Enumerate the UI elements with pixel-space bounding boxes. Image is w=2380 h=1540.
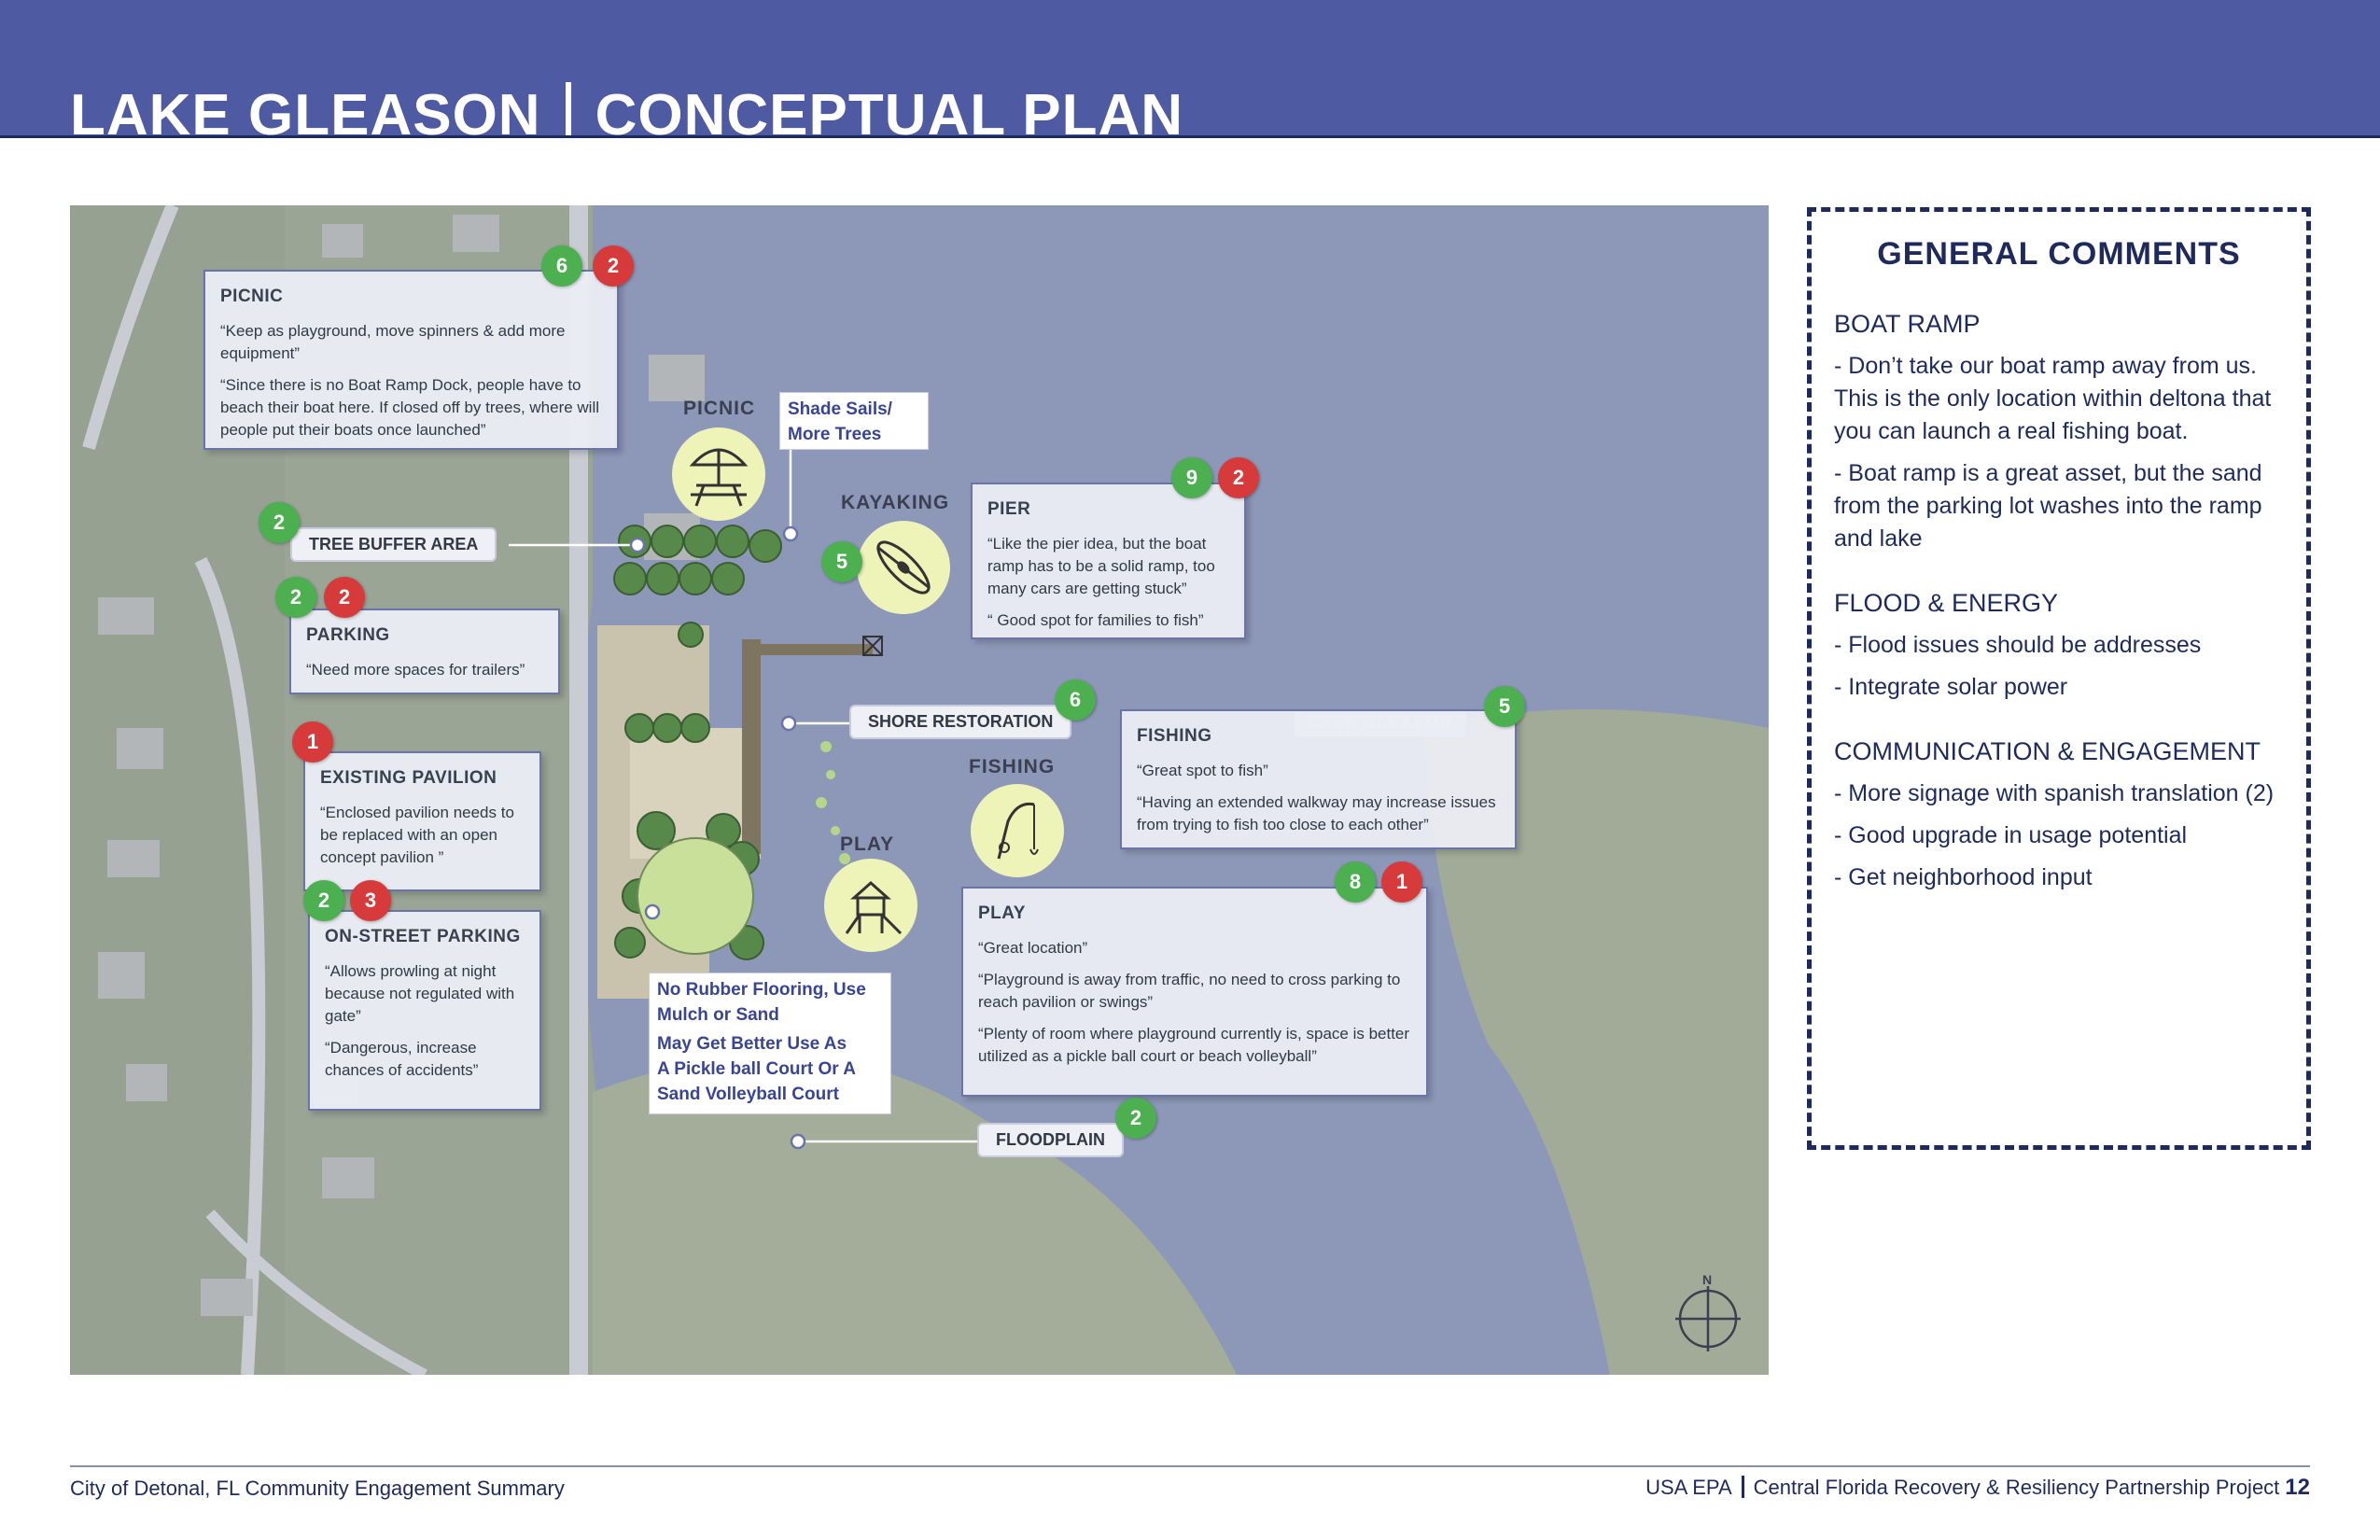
callout-quote: “Great location”: [978, 939, 1088, 957]
amenity-label-play: PLAY: [840, 833, 895, 855]
positive-count-badge: 6: [1055, 679, 1096, 721]
callout-title: PLAY: [978, 903, 1026, 923]
negative-count-badge: 2: [324, 577, 365, 618]
positive-count-badge: 2: [275, 577, 316, 618]
positive-count-badge: 5: [1484, 686, 1525, 727]
label-shore-restoration: SHORE RESTORATION: [849, 705, 1071, 739]
picnic-table-icon: [672, 427, 765, 521]
callout-quote: “ Good spot for families to fish”: [987, 611, 1204, 629]
fishing-rod-icon: [971, 784, 1064, 877]
compass-label: N: [1702, 1272, 1713, 1287]
amenity-fishing: [971, 784, 1064, 877]
note-line: No Rubber Flooring, Use: [657, 980, 866, 1000]
page-number: 12: [2285, 1475, 2310, 1500]
comment-item: - Don’t take our boat ramp away from us. This is the only location within deltona that you can launch a real fishing boat.: [1834, 353, 2272, 444]
positive-count-badge: 6: [541, 245, 582, 287]
note-play-surface: [649, 973, 891, 1114]
callout-quote: “Keep as playground, move spinners & add more equipment”: [220, 322, 566, 362]
label-floodplain: FLOODPLAIN: [977, 1123, 1124, 1157]
amenity-label-kayaking: KAYAKING: [841, 492, 950, 513]
positive-count-badge: 2: [1115, 1098, 1156, 1139]
title-separator: [566, 82, 571, 138]
callout-quote: “Since there is no Boat Ramp Dock, people have to beach their boat here. If closed off by trees, where will people put their boats once launched”: [220, 376, 600, 439]
callout-quote: “Great spot to fish”: [1137, 762, 1268, 779]
positive-count-badge: 2: [259, 502, 300, 543]
label-tree-buffer: TREE BUFFER AREA: [290, 527, 497, 562]
amenity-play: [824, 859, 917, 952]
positive-count-badge: 9: [1171, 457, 1212, 498]
note-line: More Trees: [788, 425, 882, 444]
comment-section-flood-energy: [1834, 589, 2284, 704]
callout-title: PIER: [987, 499, 1031, 519]
note-line: Shade Sails/: [788, 399, 892, 419]
amenity-picnic: [672, 427, 765, 521]
positive-count-badge: 8: [1335, 861, 1376, 903]
comment-item: - Boat ramp is a great asset, but the sand from the parking lot washes into the ramp and lake: [1834, 460, 2262, 552]
amenity-label-fishing: FISHING: [969, 756, 1056, 777]
callout-title: PICNIC: [220, 287, 284, 306]
callout-title: PARKING: [306, 625, 390, 645]
comment-section-communication: [1834, 737, 2284, 894]
negative-count-badge: 1: [1381, 861, 1422, 903]
footer-project: [1645, 1475, 2310, 1501]
amenity-kayaking: [857, 521, 950, 614]
comment-item: - More signage with spanish translation (2): [1834, 780, 2275, 806]
callout-quote: “Need more spaces for trailers”: [306, 661, 525, 679]
footer-document-title: City of Detonal, FL Community Engagement Summary: [70, 1477, 565, 1500]
callout-picnic: [203, 270, 619, 450]
note-shade-sails: [779, 392, 929, 450]
callout-quote: “Playground is away from traffic, no need to cross parking to reach pavilion or swings”: [978, 971, 1401, 1011]
title-left: LAKE GLEASON: [70, 83, 541, 138]
footer-project-name: Central Florida Recovery & Resiliency Partnership Project: [1753, 1476, 2280, 1499]
site-map: [70, 205, 1769, 1375]
callout-fishing: [1120, 709, 1517, 849]
positive-count-badge: 5: [821, 541, 862, 582]
note-line: May Get Better Use As: [657, 1034, 847, 1054]
callout-quote: “Like the pier idea, but the boat ramp has to be a solid ramp, too many cars are getting stuck”: [987, 535, 1215, 597]
playground-icon: [824, 859, 917, 952]
callout-quote: “Allows prowling at night because not regulated with gate”: [325, 962, 515, 1025]
callout-existing-pavilion: [303, 751, 541, 891]
note-line: Sand Volleyball Court: [657, 1085, 839, 1104]
callout-title: FISHING: [1137, 726, 1212, 746]
callout-quote: “Plenty of room where playground currently is, space is better utilized as a pickle ball court or beach volleyball”: [978, 1025, 1410, 1065]
footer-org: USA EPA: [1645, 1476, 1732, 1499]
comment-item: - Flood issues should be addresses: [1834, 632, 2202, 658]
comment-item: - Good upgrade in usage potential: [1834, 822, 2188, 848]
negative-count-badge: 2: [1218, 457, 1259, 498]
negative-count-badge: 2: [593, 245, 634, 287]
callout-parking: [289, 609, 560, 694]
note-line: A Pickle ball Court Or A: [657, 1059, 856, 1079]
comment-heading: FLOOD & ENERGY: [1834, 589, 2059, 617]
callout-quote: “Enclosed pavilion needs to be replaced with an open concept pavilion ”: [320, 804, 514, 866]
general-comments-panel: [1807, 207, 2311, 1150]
callout-play: [961, 887, 1428, 1097]
callout-quote: “Having an extended walkway may increase issues from trying to fish too close to each other”: [1137, 793, 1496, 833]
footer-divider: [70, 1465, 2310, 1467]
negative-count-badge: 1: [292, 721, 333, 763]
general-comments-title: GENERAL COMMENTS: [1877, 236, 2241, 272]
negative-count-badge: 3: [350, 880, 391, 921]
callout-pier: [971, 483, 1246, 639]
callout-on-street-parking: [308, 910, 541, 1111]
title-right: CONCEPTUAL PLAN: [595, 83, 1184, 138]
callout-title: EXISTING PAVILION: [320, 768, 497, 788]
comment-heading: BOAT RAMP: [1834, 310, 1981, 338]
comment-section-boat-ramp: [1834, 310, 2284, 555]
amenity-label-picnic: PICNIC: [683, 398, 756, 419]
header-bar: [0, 0, 2380, 138]
footer-separator: [1742, 1476, 1744, 1498]
comment-item: - Get neighborhood input: [1834, 864, 2093, 890]
kayak-icon: [857, 521, 950, 614]
comment-item: - Integrate solar power: [1834, 674, 2068, 700]
note-line: Mulch or Sand: [657, 1005, 779, 1025]
callout-title: ON-STREET PARKING: [325, 927, 521, 946]
comment-heading: COMMUNICATION & ENGAGEMENT: [1834, 737, 2261, 765]
callout-quote: “Dangerous, increase chances of accidents”: [325, 1039, 479, 1079]
page-title: [70, 82, 1183, 138]
positive-count-badge: 2: [303, 880, 344, 921]
